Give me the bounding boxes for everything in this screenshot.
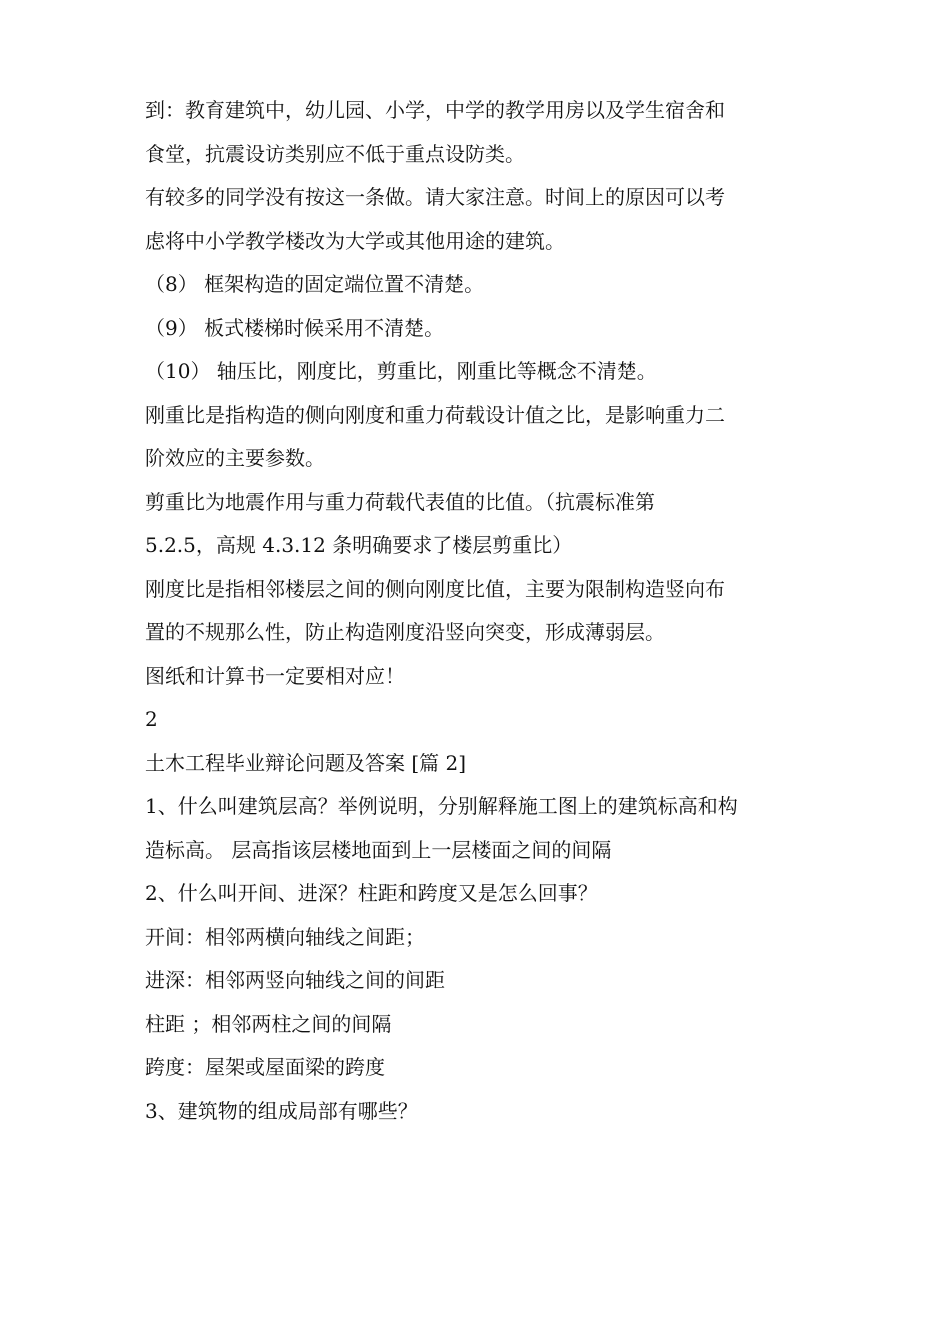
text-line: 柱距 ；相邻两柱之间的间隔	[145, 1012, 392, 1036]
text-line: 进深：相邻两竖向轴线之间的间距	[145, 968, 445, 992]
text-line: 虑将中小学教学楼改为大学或其他用途的建筑。	[145, 229, 565, 253]
text-line: 有较多的同学没有按这一条做。请大家注意。时间上的原因可以考	[145, 185, 725, 209]
text-line: 刚度比是指相邻楼层之间的侧向刚度比值，主要为限制构造竖向布	[145, 577, 725, 601]
text-line: （10） 轴压比，刚度比，剪重比，刚重比等概念不清楚。	[145, 359, 657, 383]
text-line: 置的不规那么性，防止构造刚度沿竖向突变，形成薄弱层。	[145, 620, 665, 644]
page-number: 2	[145, 707, 158, 731]
text-line: 开间：相邻两横向轴线之间距；	[145, 925, 425, 949]
text-line: 阶效应的主要参数。	[145, 446, 325, 470]
text-line: 刚重比是指构造的侧向刚度和重力荷载设计值之比，是影响重力二	[145, 403, 725, 427]
text-line: 造标高。 层高指该层楼地面到上一层楼面之间的间隔	[145, 838, 612, 862]
text-line: 到：教育建筑中，幼儿园、小学，中学的教学用房以及学生宿舍和	[145, 98, 725, 122]
text-line: 1、什么叫建筑层高？举例说明，分别解释施工图上的建筑标高和构	[145, 794, 738, 818]
text-line: 图纸和计算书一定要相对应！	[145, 664, 405, 688]
text-line: （8） 框架构造的固定端位置不清楚。	[145, 272, 485, 296]
text-line: 5.2.5，高规 4.3.12 条明确要求了楼层剪重比）	[145, 533, 573, 557]
text-line: 3、建筑物的组成局部有哪些？	[145, 1099, 418, 1123]
text-line: 食堂，抗震设访类别应不低于重点设防类。	[145, 142, 525, 166]
text-line: 剪重比为地震作用与重力荷载代表值的比值。（抗震标准第	[145, 490, 655, 514]
text-line: 2、什么叫开间、进深？柱距和跨度又是怎么回事？	[145, 881, 598, 905]
section-heading: 土木工程毕业辩论问题及答案 [篇 2]	[145, 751, 467, 775]
text-line: 跨度：屋架或屋面梁的跨度	[145, 1055, 385, 1079]
text-line: （9） 板式楼梯时候采用不清楚。	[145, 316, 445, 340]
